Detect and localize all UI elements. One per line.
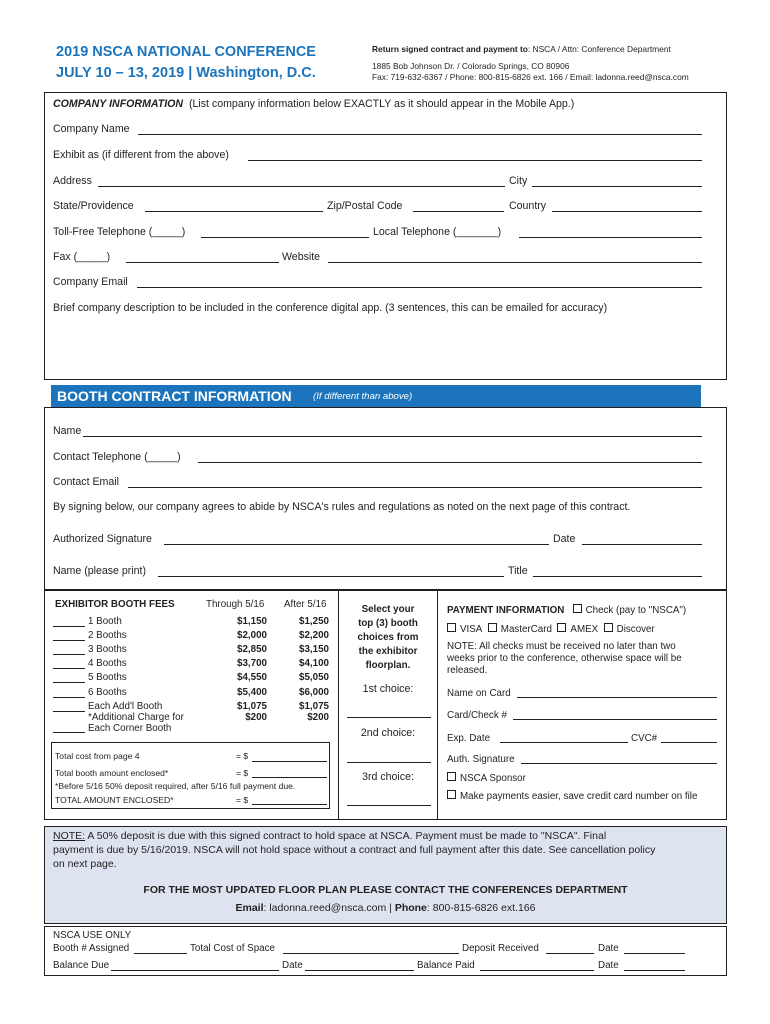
payment-note-3: released. (447, 665, 488, 676)
address-field[interactable] (98, 186, 505, 187)
floorplan-notice: FOR THE MOST UPDATED FLOOR PLAN PLEASE CONTACT THE CONFERENCES DEPARTMENT (143, 884, 628, 896)
sponsor-row (447, 772, 526, 785)
fee-row-label: Each Add'l Booth (88, 701, 163, 712)
fee-row-label: 3 Booths (88, 644, 127, 655)
country-field[interactable] (552, 211, 702, 212)
payment-note-2: weeks prior to the conference, otherwise space will be (447, 653, 682, 664)
save-card-row (447, 790, 697, 803)
choices-heading (340, 603, 436, 673)
notice-text (53, 829, 655, 871)
divider-right (437, 590, 438, 820)
fee-blank-4[interactable] (53, 668, 85, 669)
card-number-field[interactable] (513, 719, 717, 720)
payment-heading: PAYMENT INFORMATION (447, 605, 565, 616)
check-label: Check (pay to "NSCA") (585, 605, 687, 616)
return-instructions (372, 40, 671, 59)
fee-row-through: $5,400 (237, 687, 267, 698)
conference-dates: JULY 10 – 13, 2019 | Washington, D.C. (56, 65, 316, 81)
title-label: Title (508, 565, 528, 577)
state-label: State/Providence (53, 200, 134, 212)
fee-row-after: $1,250 (299, 616, 329, 627)
payment-note-1: NOTE: All checks must be received no later than two (447, 641, 676, 652)
booth-contract-sub: (If different than above) (313, 391, 413, 402)
total-booth-label: Total booth amount enclosed* (55, 768, 169, 778)
deposit-received-label: Deposit Received (462, 943, 539, 954)
fee-row-through: $1,075 (237, 701, 267, 712)
conference-title: 2019 NSCA NATIONAL CONFERENCE (56, 44, 316, 60)
booth-name-label: Name (53, 425, 82, 437)
name-on-card-label: Name on Card (447, 688, 511, 699)
save-card-checkbox[interactable] (447, 790, 456, 799)
divider-left (338, 590, 339, 820)
country-label: Country (509, 200, 547, 212)
fee-blank-2[interactable] (53, 640, 85, 641)
fax-field[interactable] (126, 262, 279, 263)
first-choice-label: 1st choice: (362, 683, 414, 695)
website-label: Website (282, 251, 321, 263)
fee-blank-6[interactable] (53, 697, 85, 698)
notice-label: NOTE: (53, 830, 86, 842)
booth-contract-box (44, 407, 727, 590)
contact-phone-label: Contact Telephone (_____) (53, 451, 181, 463)
return-label: Return signed contract and payment to (372, 44, 528, 54)
total-space-field[interactable] (283, 953, 459, 954)
exp-date-field[interactable] (500, 742, 628, 743)
fee-row-after: $6,000 (299, 687, 329, 698)
choices-heading-2: top (3) booth (358, 618, 418, 629)
booth-contract-heading: BOOTH CONTRACT INFORMATION (57, 388, 292, 404)
fee-row-label: 1 Booth (88, 616, 122, 627)
title-field[interactable] (533, 576, 702, 577)
third-choice-label: 3rd choice: (362, 771, 414, 783)
fee-row-after: $3,150 (299, 644, 329, 655)
discover-checkbox[interactable] (604, 623, 613, 632)
fee-row-after: $5,050 (299, 672, 329, 683)
contact-line (44, 902, 727, 915)
company-name-field[interactable] (138, 134, 702, 135)
notice-line-1: A 50% deposit is due with this signed contract to hold space at NSCA. Payment must be made to "NSCA". Final (85, 830, 607, 842)
second-choice-field[interactable] (347, 762, 431, 763)
office-use-box (44, 926, 727, 976)
total-enclosed-label: TOTAL AMOUNT ENCLOSED* (55, 795, 174, 805)
company-heading: COMPANY INFORMATION (53, 98, 184, 110)
fee-row-through: $1,150 (237, 616, 267, 627)
state-field[interactable] (145, 211, 323, 212)
balance-paid-label: Balance Paid (417, 960, 475, 971)
office-date-label-1: Date (598, 943, 619, 954)
fee-row-through: $2,000 (237, 630, 267, 641)
local-phone-label: Local Telephone (_______) (373, 226, 502, 238)
print-name-field[interactable] (158, 576, 504, 577)
fees-heading: EXHIBITOR BOOTH FEES (55, 599, 175, 610)
fee-row-after: $1,075 (299, 701, 329, 712)
fee-blank-5[interactable] (53, 682, 85, 683)
cvc-field[interactable] (661, 742, 717, 743)
amex-label: AMEX (570, 624, 599, 635)
description-field[interactable] (53, 318, 703, 374)
booth-name-field[interactable] (83, 436, 702, 437)
choices-heading-5: floorplan. (365, 660, 411, 671)
mastercard-checkbox[interactable] (488, 623, 497, 632)
booth-contract-bar (51, 385, 701, 407)
fee-blank-3[interactable] (53, 654, 85, 655)
fee-blank-7[interactable] (53, 711, 85, 712)
notice-line-3: on next page. (53, 858, 117, 870)
zip-field[interactable] (413, 211, 504, 212)
booth-date-field[interactable] (582, 544, 702, 545)
total-space-label: Total Cost of Space (190, 943, 275, 954)
company-email-field[interactable] (137, 287, 702, 288)
company-heading-row (53, 98, 574, 111)
company-name-label: Company Name (53, 123, 130, 135)
contact-phone-label-b: Phone (394, 902, 427, 914)
card-type-row (447, 623, 655, 636)
contact-email-field[interactable] (128, 487, 702, 488)
fee-blank-1[interactable] (53, 626, 85, 627)
fee-row-after: $2,200 (299, 630, 329, 641)
tollfree-label: Toll-Free Telephone (_____) (53, 226, 186, 238)
corner-after: $200 (307, 712, 329, 723)
signature-label: Authorized Signature (53, 533, 152, 545)
fee-row-through: $3,700 (237, 658, 267, 669)
description-label: Brief company description to be included in the conference digital app. (3 sentences, this can be emailed for accuracy) (53, 302, 608, 314)
choices-heading-1: Select your (361, 604, 415, 615)
contact-email-label-b: Email (235, 902, 264, 914)
office-date-field-2[interactable] (305, 970, 414, 971)
city-field[interactable] (532, 186, 702, 187)
corner-label-2: Each Corner Booth (88, 723, 172, 734)
total-enclosed-field[interactable] (252, 804, 327, 805)
company-note: (List company information below EXACTLY as it should appear in the Mobile App.) (188, 98, 575, 110)
agreement-text: By signing below, our company agrees to abide by NSCA's rules and regulations as noted on the next page of this contract. (53, 501, 631, 513)
corner-through: $200 (245, 712, 267, 723)
booth-assigned-field[interactable] (134, 953, 187, 954)
booth-date-label: Date (553, 533, 576, 545)
booth-assigned-label: Booth # Assigned (53, 943, 130, 954)
fee-row-through: $2,850 (237, 644, 267, 655)
return-to: : NSCA / Attn: Conference Department (527, 44, 671, 54)
discover-label: Discover (616, 624, 655, 635)
choices-heading-3: choices from (357, 632, 419, 643)
fee-blank-corner[interactable] (53, 732, 85, 733)
fee-row-through: $4,550 (237, 672, 267, 683)
fee-row-label: 6 Booths (88, 687, 127, 698)
company-email-label: Company Email (53, 276, 128, 288)
notice-line-2: payment is due by 5/16/2019. NSCA will not hold space without a contract and full payment after this date. See cancellation policy (53, 844, 656, 856)
save-card-label: Make payments easier, save credit card number on file (460, 791, 698, 802)
contact-email-value[interactable]: : ladonna.reed@nsca.com | (263, 902, 395, 914)
third-choice-field[interactable] (347, 805, 431, 806)
corner-label-1: *Additional Charge for (88, 712, 184, 723)
deposit-note: *Before 5/16 50% deposit required, after 5/16 full payment due. (55, 781, 296, 791)
total-page4-eq: = $ (236, 751, 249, 761)
total-booth-eq: = $ (236, 768, 249, 778)
exp-date-label: Exp. Date (447, 733, 491, 744)
print-name-label: Name (please print) (53, 565, 147, 577)
balance-due-field[interactable] (111, 970, 279, 971)
auth-signature-field[interactable] (521, 763, 717, 764)
fee-row-label: 5 Booths (88, 672, 127, 683)
contact-email-label: Contact Email (53, 476, 119, 488)
total-enclosed-eq: = $ (236, 795, 249, 805)
visa-checkbox[interactable] (447, 623, 456, 632)
fee-row-label: 2 Booths (88, 630, 127, 641)
office-use-heading: NSCA USE ONLY (53, 930, 132, 941)
office-date-field-3[interactable] (624, 970, 685, 971)
contact-phone-field[interactable] (198, 462, 702, 463)
deposit-received-field[interactable] (546, 953, 594, 954)
fee-row-label: 4 Booths (88, 658, 127, 669)
total-page4-label: Total cost from page 4 (55, 751, 140, 761)
signature-field[interactable] (164, 544, 549, 545)
choices-heading-4: the exhibitor (358, 646, 418, 657)
office-date-label-2: Date (282, 960, 303, 971)
tollfree-field[interactable] (201, 237, 369, 238)
card-number-label: Card/Check # (447, 710, 507, 721)
website-field[interactable] (328, 262, 702, 263)
exhibit-as-field[interactable] (248, 160, 702, 161)
fees-col-after: After 5/16 (284, 599, 327, 610)
contact-phone-value: : 800-815-6826 ext.166 (426, 902, 536, 914)
total-booth-field[interactable] (252, 777, 327, 778)
first-choice-field[interactable] (347, 717, 431, 718)
local-phone-field[interactable] (519, 237, 702, 238)
balance-due-label: Balance Due (53, 960, 110, 971)
exhibit-as-label: Exhibit as (if different from the above) (53, 149, 229, 161)
mastercard-label: MasterCard (500, 624, 552, 635)
payment-heading-row (447, 604, 686, 617)
zip-label: Zip/Postal Code (327, 200, 403, 212)
return-contact: Fax: 719-632-6367 / Phone: 800-815-6826 ext. 166 / Email: ladonna.reed@nsca.com (372, 72, 689, 82)
auth-signature-label: Auth. Signature (447, 754, 515, 765)
name-on-card-field[interactable] (517, 697, 717, 698)
fax-label: Fax (_____) (53, 251, 111, 263)
address-label: Address (53, 175, 92, 187)
cvc-label: CVC# (631, 733, 658, 744)
check-checkbox[interactable] (573, 604, 582, 613)
sponsor-label: NSCA Sponsor (460, 773, 526, 784)
office-date-label-3: Date (598, 960, 619, 971)
second-choice-label: 2nd choice: (360, 727, 416, 739)
fee-row-after: $4,100 (299, 658, 329, 669)
sponsor-checkbox[interactable] (447, 772, 456, 781)
amex-checkbox[interactable] (557, 623, 566, 632)
city-label: City (509, 175, 528, 187)
visa-label: VISA (460, 624, 483, 635)
total-page4-field[interactable] (252, 761, 327, 762)
balance-paid-field[interactable] (480, 970, 594, 971)
fees-col-through: Through 5/16 (206, 599, 265, 610)
return-address: 1885 Bob Johnson Dr. / Colorado Springs, CO 80906 (372, 61, 570, 71)
office-date-field-1[interactable] (624, 953, 685, 954)
